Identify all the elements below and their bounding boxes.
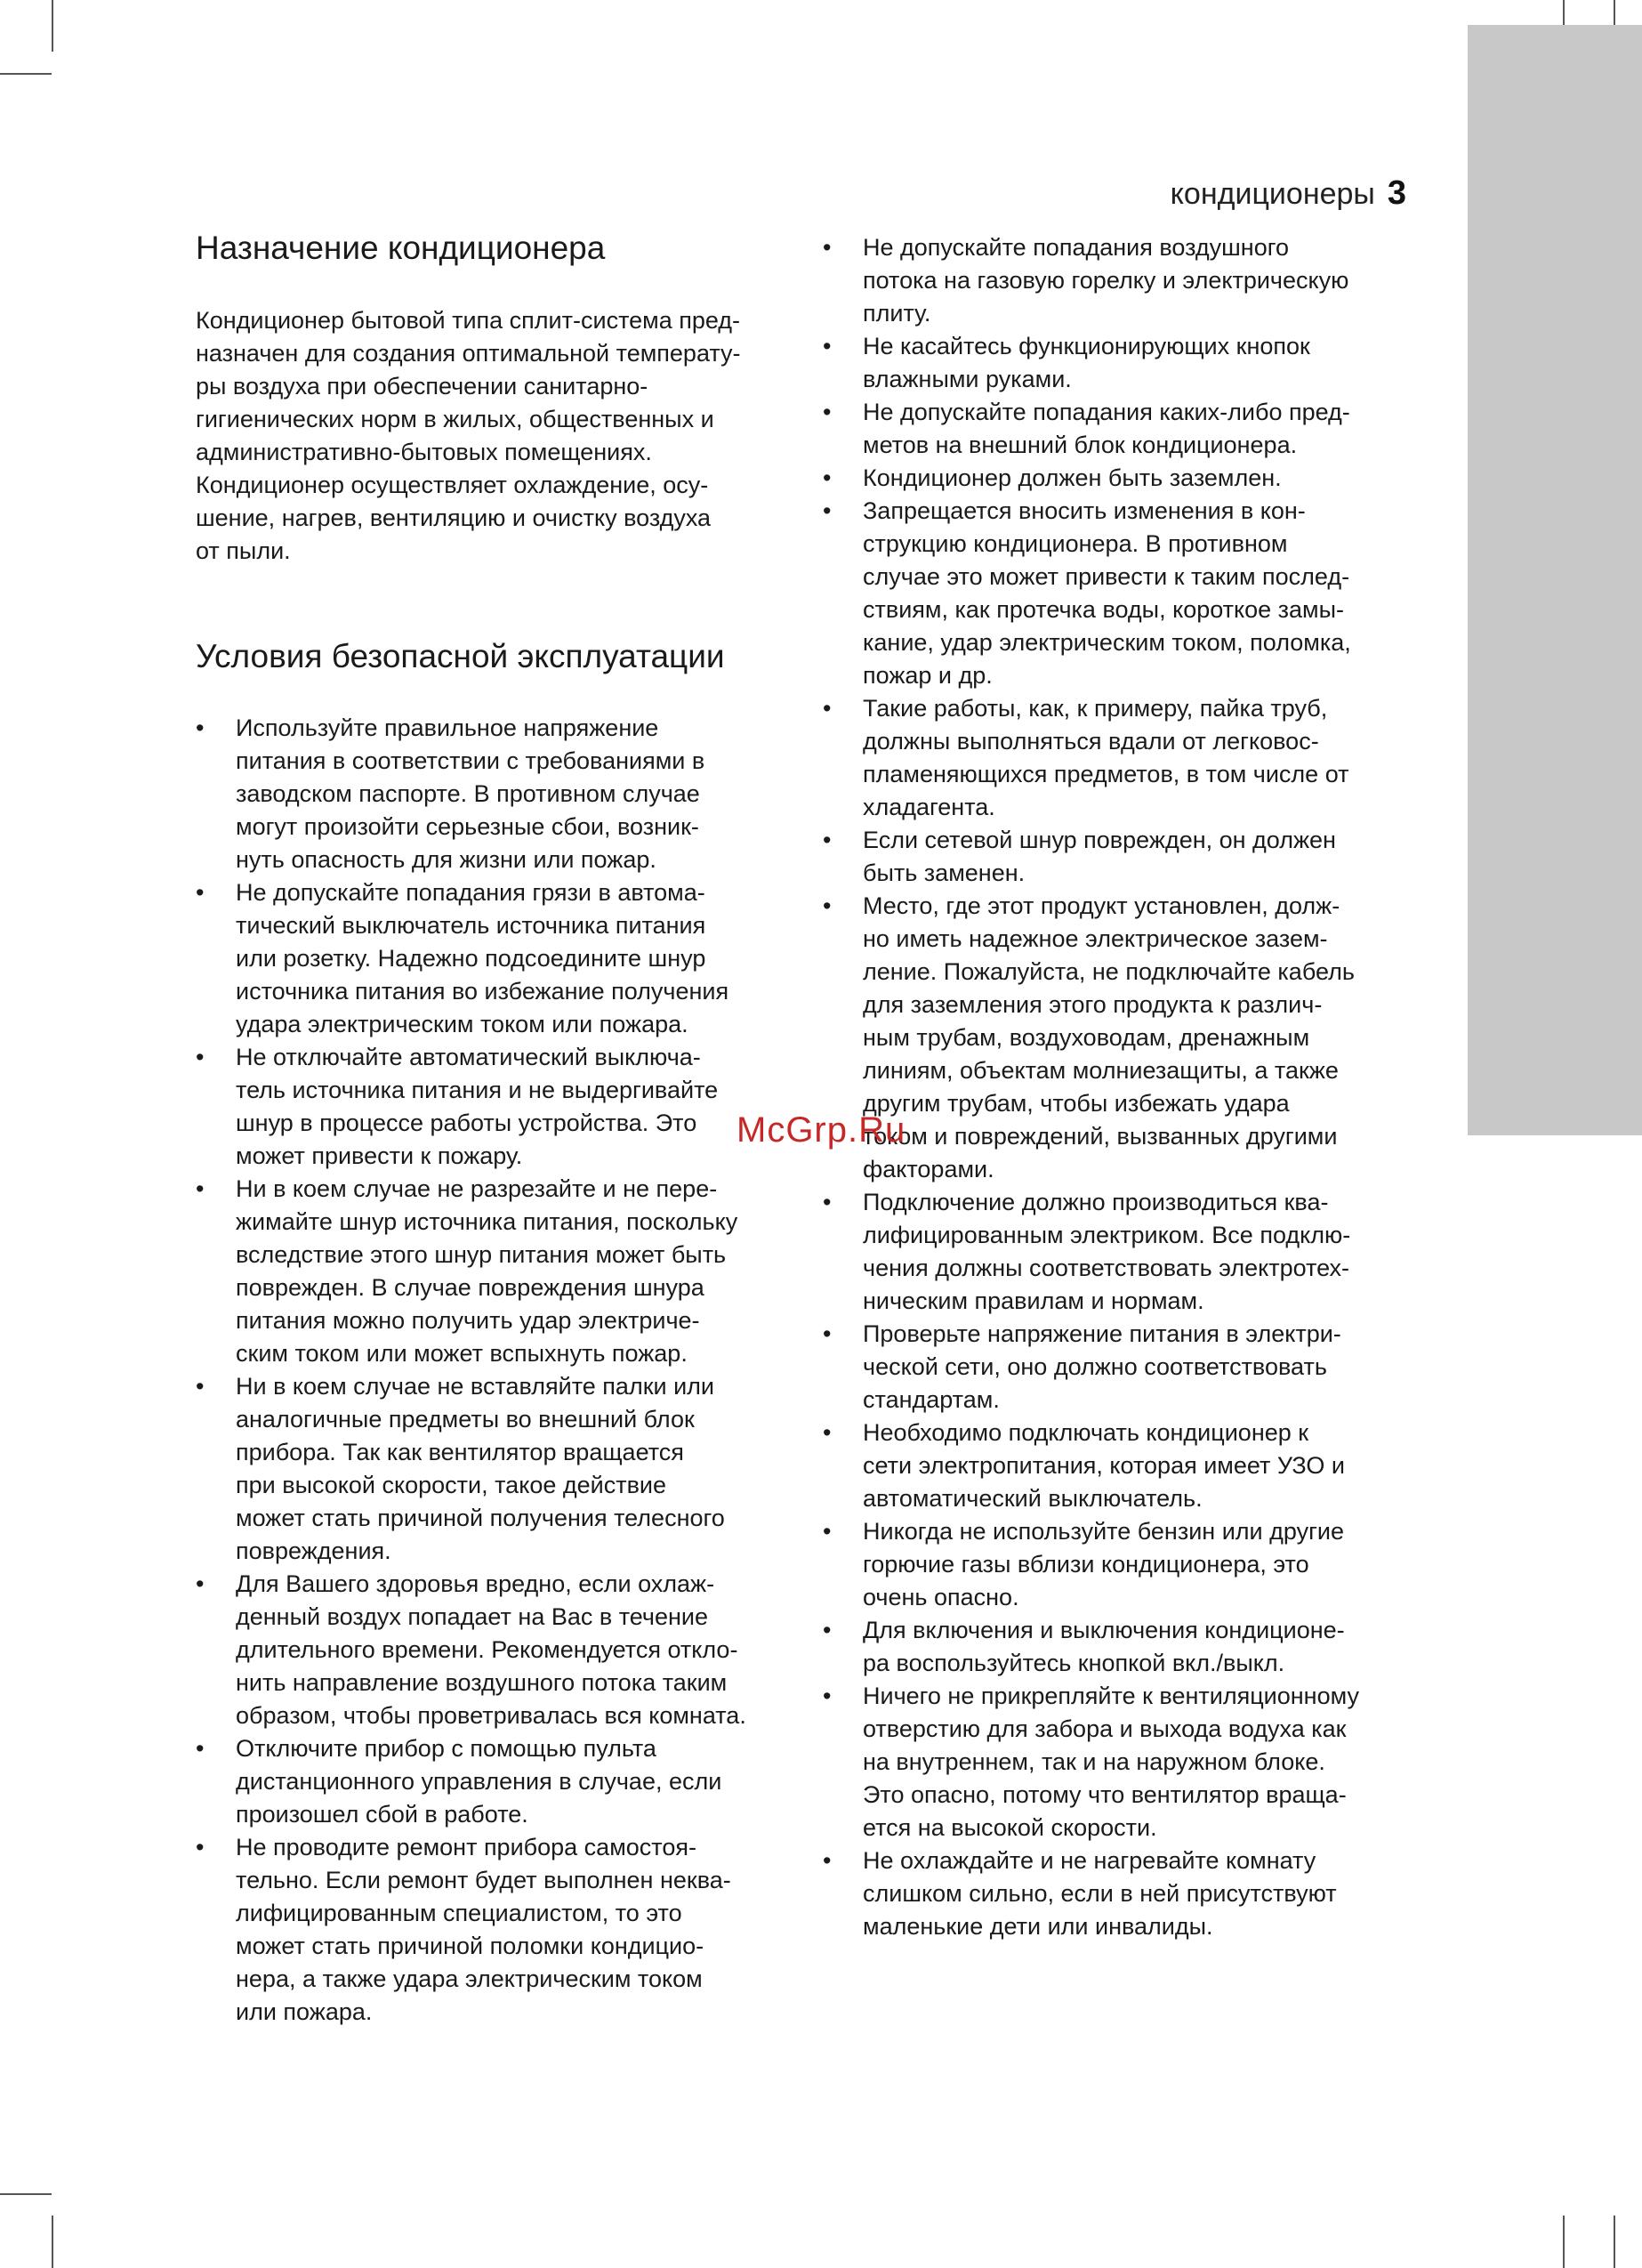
list-item (196, 1831, 783, 2029)
bullet: • (196, 879, 205, 906)
list-item (823, 890, 1410, 1186)
bullet: • (823, 333, 832, 359)
list-item (823, 1614, 1410, 1680)
crop-mark (0, 2193, 52, 2195)
safety-list-left (196, 712, 783, 2029)
list-item (823, 1844, 1410, 1943)
list-item-text: Место, где этот продукт установлен, долж- но иметь надежное электрическое зазем- ление. Пожалуйста, не подключайте кабель для заземления этого продукта к различ- ным трубам, воздуховодам, дренажным линиям, объектам молниезащиты, а также другим трубам, чтобы избежать удара током и повреждений, вызванных другими факторами. (863, 892, 1355, 1182)
crop-mark (1563, 2216, 1565, 2268)
list-item-text: Подключение должно производиться ква- лифицированным электриком. Все подклю- чения должны соответствовать электротех- ническим правилам и нормам. (863, 1189, 1351, 1314)
section-title-safety: Условия безопасной эксплуатации (196, 638, 725, 674)
list-item-text: Не допускайте попадания воздушного потока на газовую горелку и электрическую плиту. (863, 234, 1349, 327)
list-item-text: Ни в коем случае не разрезайте и не пере- жимайте шнур источника питания, поскольку вследствие этого шнур питания может быть поврежден. В случае повреждения шнура питания можно получить удар электриче- ским током или может вспыхнуть пожар. (236, 1175, 738, 1367)
bullet: • (823, 464, 832, 491)
list-item-text: Для включения и выключения кондиционе- ра воспользуйтесь кнопкой вкл./выкл. (863, 1617, 1345, 1676)
bullet: • (823, 1419, 832, 1446)
list-item-text: Такие работы, как, к примеру, пайка труб, должны выполняться вдали от легковос- пламеняющихся предметов, в том числе от хладагента. (863, 695, 1349, 820)
crop-mark (1614, 2216, 1615, 2268)
list-item (823, 692, 1410, 824)
list-item-text: Проверьте напряжение питания в электри- ческой сети, оно должно соответствовать стандартам. (863, 1320, 1341, 1413)
list-item (823, 231, 1410, 330)
list-item-text: Не допускайте попадания каких-либо пред- метов на внешний блок кондиционера. (863, 399, 1350, 458)
watermark-text: McGrp.Ru (736, 1110, 906, 1150)
list-item (823, 1680, 1410, 1844)
page-number: 3 (1387, 174, 1406, 212)
bullet: • (196, 1735, 205, 1762)
bullet: • (823, 497, 832, 524)
page-header (1171, 174, 1406, 213)
purpose-paragraph: Кондиционер бытовой типа сплит-система пред- назначен для создания оптимальной температу- ры воздуха при обеспечении санитарно- гигиенических норм в жилых, общественных и административно-бытовых помещениях. Кондиционер осуществляет охлаждение, осу- шение, нагрев, вентиляцию и очистку воздуха от пыли. (196, 307, 741, 564)
list-item-text: Никогда не используйте бензин или другие горючие газы вблизи кондиционера, это очень опасно. (863, 1518, 1345, 1610)
list-item (196, 1041, 783, 1173)
list-item-text: Запрещается вносить изменения в кон- струкцию кондиционера. В противном случае это может привести к таким послед- ствиям, как протечка воды, короткое замы- кание, удар электрическим током, поломка, пожар и др. (863, 497, 1351, 689)
list-item-text: Ни в коем случае не вставляйте палки или аналогичные предметы во внешний блок прибора. Так как вентилятор вращается при высокой скорости, такое действие может стать причиной получения телесного повреждения. (236, 1373, 725, 1564)
bullet: • (196, 1373, 205, 1400)
list-item (823, 396, 1410, 462)
bullet: • (823, 399, 832, 425)
list-item-text: Не охлаждайте и не нагревайте комнату слишком сильно, если в ней присутствуют маленькие дети или инвалиды. (863, 1847, 1337, 1940)
bullet: • (823, 827, 832, 853)
list-item (823, 462, 1410, 495)
bullet: • (823, 1189, 832, 1215)
bullet: • (823, 1518, 832, 1545)
bullet: • (196, 714, 205, 741)
list-item (823, 495, 1410, 692)
header-title: кондиционеры (1170, 177, 1375, 211)
bullet: • (196, 1570, 205, 1597)
list-item-text: Ничего не прикрепляйте к вентиляционному отверстию для забора и выхода водуха как на внутреннем, так и на наружном блоке. Это опасно, потому что вентилятор враща- ется на высокой скорости. (863, 1683, 1359, 1841)
bullet: • (823, 1683, 832, 1709)
list-item-text: Для Вашего здоровья вредно, если охлаж- денный воздух попадает на Вас в течение длительного времени. Рекомендуется откло- нить направление воздушного потока таким образом, чтобы проветривалась вся комната. (236, 1570, 746, 1729)
bullet: • (823, 1617, 832, 1643)
list-item (196, 1370, 783, 1568)
list-item (823, 1515, 1410, 1614)
list-item (196, 712, 783, 876)
list-item-text: Не проводите ремонт прибора самостоя- тельно. Если ремонт будет выполнен неква- лифицированным специалистом, то это может стать причиной поломки кондицио- нера, а также удара электрическим током или пожара. (236, 1834, 731, 2025)
section-title-purpose: Назначение кондиционера (196, 230, 606, 266)
bullet: • (196, 1175, 205, 1202)
list-item (823, 1186, 1410, 1318)
crop-mark (0, 73, 52, 75)
bullet: • (196, 1044, 205, 1070)
list-item (196, 1173, 783, 1370)
list-item (823, 1318, 1410, 1416)
bullet: • (823, 695, 832, 722)
list-item-text: Не отключайте автоматический выключа- тель источника питания и не выдергивайте шнур в процессе работы устройства. Это может привести к пожару. (236, 1044, 719, 1169)
list-item (823, 824, 1410, 890)
bullet: • (823, 1320, 832, 1347)
list-item-text: Не допускайте попадания грязи в автома- тический выключатель источника питания или розетку. Надежно подсоедините шнур источника питания во избежание получения удара электрическим током или пожара. (236, 879, 729, 1037)
left-column (196, 228, 783, 2029)
list-item (196, 876, 783, 1041)
right-column (823, 231, 1410, 1943)
side-tab (1468, 25, 1642, 1135)
crop-mark (52, 0, 53, 52)
list-item-text: Если сетевой шнур поврежден, он должен быть заменен. (863, 827, 1336, 886)
list-item-text: Используйте правильное напряжение питания в соответствии с требованиями в заводском паспорте. В противном случае могут произойти серьезные сбои, возник- нуть опасность для жизни или пожар. (236, 714, 705, 873)
list-item (823, 330, 1410, 396)
safety-list-right (823, 231, 1410, 1943)
list-item (196, 1732, 783, 1831)
list-item-text: Не касайтесь функционирующих кнопок влажными руками. (863, 333, 1310, 392)
bullet: • (823, 892, 832, 919)
bullet: • (823, 1847, 832, 1874)
crop-mark (52, 2216, 53, 2268)
list-item-text: Кондиционер должен быть заземлен. (863, 464, 1282, 491)
list-item-text: Отключите прибор с помощью пульта дистанционного управления в случае, если произошел сбой в работе. (236, 1735, 722, 1828)
list-item-text: Необходимо подключать кондиционер к сети электропитания, которая имеет УЗО и автоматический выключатель. (863, 1419, 1346, 1512)
bullet: • (196, 1834, 205, 1860)
list-item (196, 1568, 783, 1732)
list-item (823, 1416, 1410, 1515)
bullet: • (823, 234, 832, 261)
